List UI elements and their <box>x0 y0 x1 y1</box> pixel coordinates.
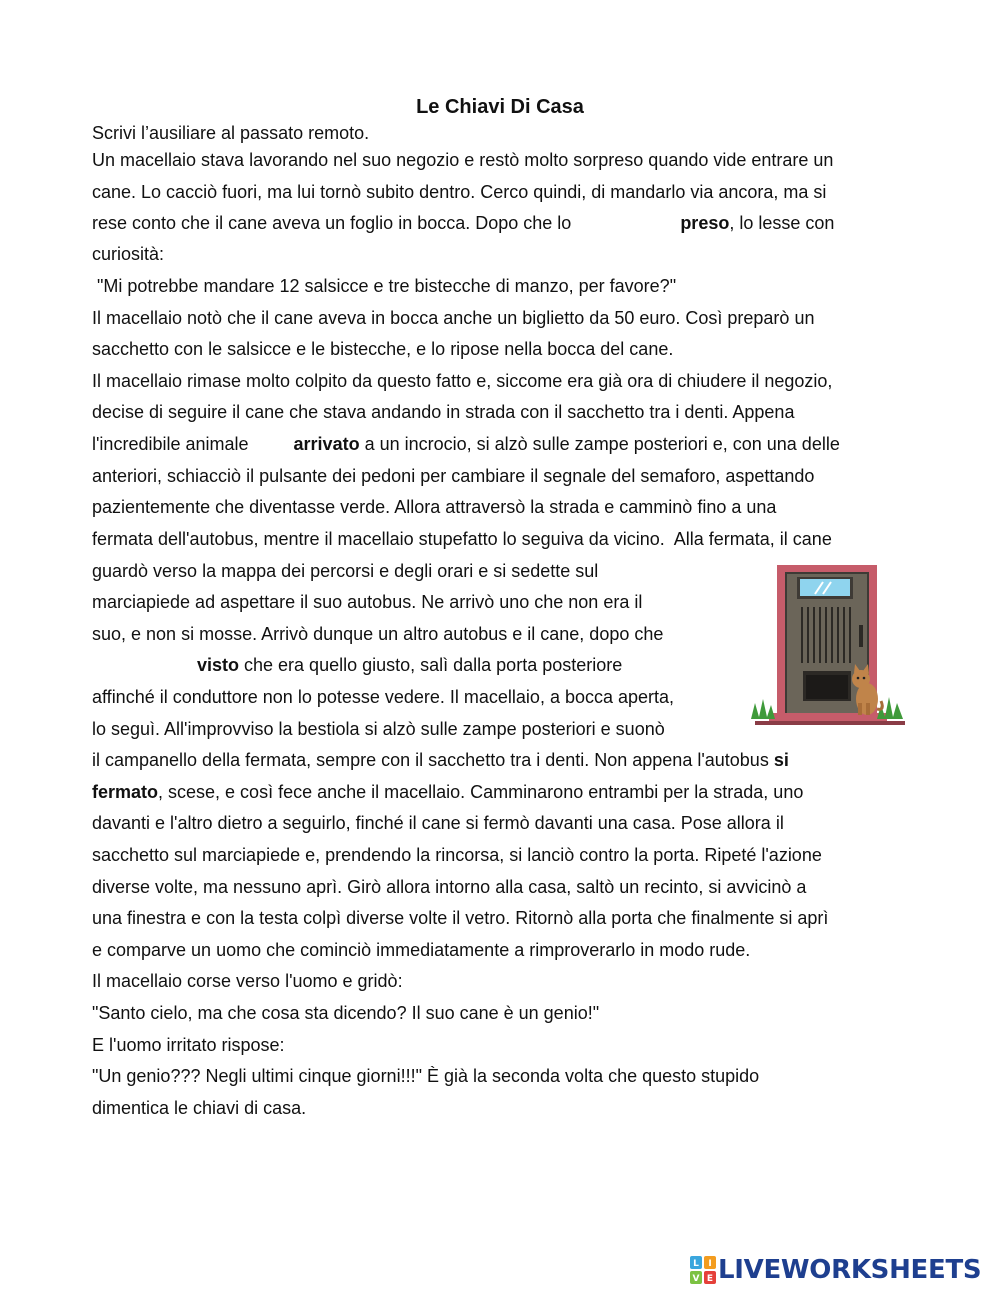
text-line: una finestra e con la testa colpì diverse volte il vetro. Ritornò alla porta che finalmente si aprì <box>92 908 829 928</box>
text-line: decise di seguire il cane che stava andando in strada con il sacchetto tra i denti. Appena <box>92 402 795 422</box>
logo-badge-icon <box>690 1256 716 1284</box>
text-line: sacchetto sul marciapiede e, prendendo la rincorsa, si lanciò contro la porta. Ripeté l'azione <box>92 845 822 865</box>
text-line: dimentica le chiavi di casa. <box>92 1098 307 1118</box>
logo-text: LIVEWORKSHEETS <box>718 1255 982 1285</box>
badge-letter: V <box>692 1274 700 1284</box>
text-fragment: a un incrocio, si alzò sulle zampe posteriori e, con una delle <box>359 434 840 454</box>
badge-letter: E <box>706 1274 714 1284</box>
text-fragment: rese conto che il cane aveva un foglio in bocca. Dopo che lo <box>92 213 577 233</box>
text-line: Un macellaio stava lavorando nel suo negozio e restò molto sorpreso quando vide entrare un <box>92 150 834 170</box>
page-title: Le Chiavi Di Casa <box>416 96 584 118</box>
bold-verb: si <box>773 750 789 770</box>
bold-verb: fermato <box>92 782 159 802</box>
text-line: "Mi potrebbe mandare 12 salsicce e tre bistecche di manzo, per favore?" <box>92 276 677 296</box>
answer-blank-1[interactable] <box>576 213 680 235</box>
text-line <box>92 780 803 804</box>
text-line: "Un genio??? Negli ultimi cinque giorni!!!" È già la seconda volta che questo stupido <box>92 1066 760 1086</box>
text-fragment: che era quello giusto, salì dalla porta posteriore <box>239 655 623 675</box>
text-line <box>92 432 840 456</box>
text-line: fermata dell'autobus, mentre il macellaio stupefatto lo seguiva da vicino. Alla fermata, il cane <box>92 529 832 549</box>
text-line: Il macellaio notò che il cane aveva in bocca anche un biglietto da 50 euro. Così preparò un <box>92 308 815 328</box>
text-line: sacchetto con le salsicce e le bistecche, e lo ripose nella bocca del cane. <box>92 339 674 359</box>
text-line <box>92 653 622 677</box>
text-line: davanti e l'altro dietro a seguirlo, finché il cane si fermò davanti una casa. Pose allora il <box>92 813 784 833</box>
door-window <box>800 579 850 596</box>
text-fragment: il campanello della fermata, sempre con il sacchetto tra i denti. Non appena l'autobus <box>92 750 774 770</box>
text-fragment: , scese, e così fece anche il macellaio. Camminarono entrambi per la strada, uno <box>158 782 804 802</box>
text-line: marciapiede ad aspettare il suo autobus. Ne arrivò uno che non era il <box>92 592 643 612</box>
text-fragment: l'incredibile animale <box>92 434 254 454</box>
text-line: e comparve un uomo che cominciò immediatamente a rimproverarlo in modo rude. <box>92 940 751 960</box>
bold-verb: arrivato <box>293 434 360 454</box>
text-line: diverse volte, ma nessuno aprì. Girò allora intorno alla casa, saltò un recinto, si avvicinò a <box>92 877 807 897</box>
grass-left <box>751 699 775 719</box>
text-line <box>92 748 789 772</box>
door-cat-illustration <box>745 563 910 731</box>
answer-blank-2[interactable] <box>254 434 294 456</box>
text-line: E l'uomo irritato rispose: <box>92 1035 285 1055</box>
badge-letter: L <box>693 1259 699 1269</box>
answer-blank-3[interactable] <box>92 655 197 677</box>
text-fragment: , lo lesse con <box>729 213 835 233</box>
text-line: suo, e non si mosse. Arrivò dunque un altro autobus e il cane, dopo che <box>92 624 664 644</box>
bold-verb: visto <box>197 655 240 675</box>
text-line: affinché il conduttore non lo potesse vedere. Il macellaio, a bocca aperta, <box>92 687 675 707</box>
text-line: anteriori, schiacciò il pulsante dei pedoni per cambiare il segnale del semaforo, aspettando <box>92 466 815 486</box>
text-line: cane. Lo cacciò fuori, ma lui tornò subito dentro. Cerco quindi, di mandarlo via ancora, ma si <box>92 182 827 202</box>
text-line: Il macellaio rimase molto colpito da questo fatto e, siccome era già ora di chiudere il negozio, <box>92 371 833 391</box>
text-line: "Santo cielo, ma che cosa sta dicendo? Il suo cane è un genio!" <box>92 1003 600 1023</box>
text-line: lo seguì. All'improvviso la bestiola si alzò sulle zampe posteriori e suonò <box>92 719 665 739</box>
door-handle <box>859 625 863 647</box>
text-line: Il macellaio corse verso l'uomo e gridò: <box>92 971 403 991</box>
text-line: guardò verso la mappa dei percorsi e degli orari e si sedette sul <box>92 561 599 581</box>
badge-letter: I <box>708 1259 712 1269</box>
bold-verb: preso <box>680 213 730 233</box>
text-line <box>92 211 834 235</box>
text-line: pazientemente che diventasse verde. Allora attraversò la strada e camminò fino a una <box>92 497 777 517</box>
text-line: curiosità: <box>92 244 165 264</box>
instruction: Scrivi l’ausiliare al passato remoto. <box>92 123 370 143</box>
liveworksheets-logo <box>690 1254 981 1286</box>
